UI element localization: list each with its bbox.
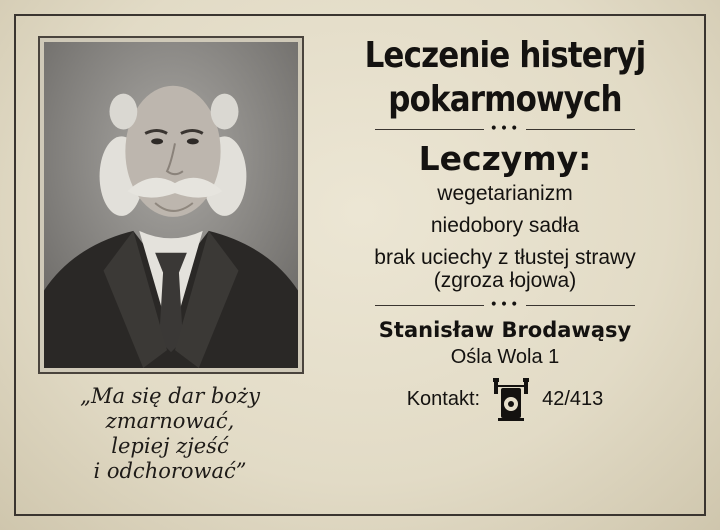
service-item: wegetarianizm: [437, 182, 573, 205]
title-line: Leczenie histeryj: [364, 35, 646, 76]
service-item: niedobory sadła: [430, 214, 580, 237]
portrait-photo: [44, 42, 298, 368]
divider: •••: [375, 124, 635, 134]
services-heading: Leczymy:: [418, 139, 592, 178]
quote: [40, 384, 300, 484]
text-column: [318, 34, 692, 422]
quote-line: i odchorować”: [93, 459, 247, 483]
quote-line: lepiej zjeść: [111, 434, 229, 458]
poster-title: [344, 34, 666, 122]
service-item-note: (zgroza łojowa): [433, 269, 577, 292]
contact-row: [318, 376, 692, 422]
contact-number: 42/413: [542, 387, 604, 410]
title-line: pokarmowych: [388, 79, 622, 120]
quote-line: „Ma się dar boży: [80, 384, 260, 408]
divider: •••: [375, 300, 635, 310]
address: Ośla Wola 1: [450, 346, 560, 368]
quote-line: zmarnować,: [105, 409, 235, 433]
contact-label: Kontakt:: [406, 387, 481, 410]
telephone-icon: [490, 376, 532, 422]
portrait-frame: [38, 36, 304, 374]
service-item: brak uciechy z tłustej strawy: [374, 246, 636, 269]
author-name: Stanisław Brodawąsy: [378, 318, 632, 342]
